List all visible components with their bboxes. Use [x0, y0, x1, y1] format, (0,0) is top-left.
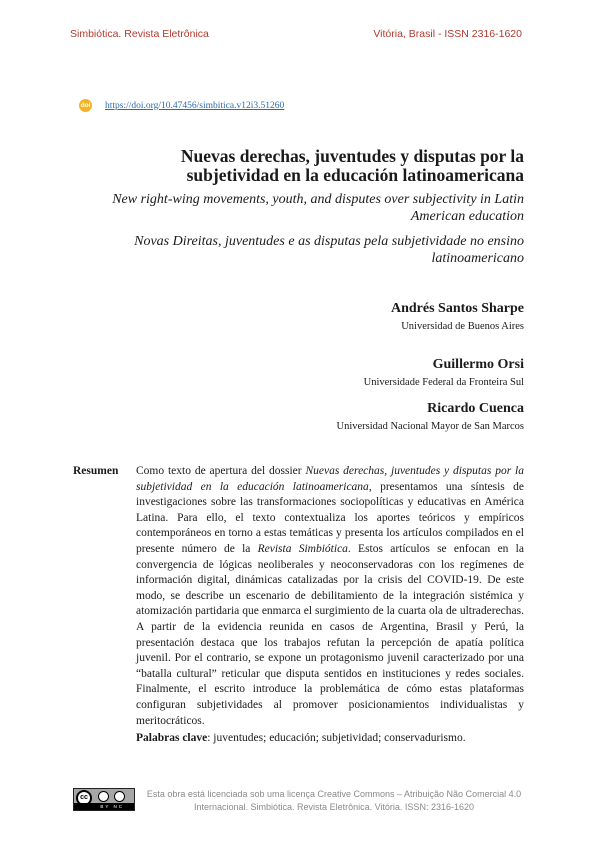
- author-block: [364, 357, 524, 388]
- author-block: [337, 401, 525, 432]
- doi-link[interactable]: https://doi.org/10.47456/simbitica.v12i3.51260: [105, 100, 285, 111]
- abstract-rest: . Estos artículos se enfocan en la convergencia de lógicas neoliberales y neoconservadoras con los regímenes de información digital, dinámicas catalizadas por la crisis del COVID-19. De este modo, se describe un escenario de debilitamiento de la integración sistémica y atomización partidaria que enmarca el surgimiento de la cuarta ola de ultraderechas. A partir de la evidencia reunida en casos de Argentina, Brasil y Perú, la presentación destaca que los trabajos refutan la percepción de apatía política juvenil. Por el contrario, se expone un protagonismo juvenil caracterizado por una “batalla cultural” reticular que disputa sentidos en instituciones y redes sociales. Finalmente, el escrito introduce la problemática de cómo estas plataformas configuran subjetividades al promover posicionamientos individualistas y meritocráticos.: [136, 542, 524, 727]
- abstract-body: [136, 464, 524, 747]
- article-title-portuguese: Novas Direitas, juventudes e as disputas pela subjetividade no ensino latinoamericano: [134, 234, 524, 266]
- doi-icon: doi: [79, 99, 92, 112]
- cc-symbol: cc: [76, 790, 92, 806]
- abstract-text: [136, 464, 524, 729]
- creative-commons-icon[interactable]: [73, 788, 135, 811]
- doi-row: [79, 99, 284, 112]
- non-commercial-icon: [114, 791, 125, 802]
- author-affiliation: Universidade Federal da Fronteira Sul: [363, 377, 524, 388]
- location-issn-header: Vitória, Brasil - ISSN 2316-1620: [373, 28, 522, 40]
- journal-name-header: Simbiótica. Revista Eletrônica: [70, 28, 209, 40]
- article-title-spanish: Nuevas derechas, juventudes y disputas por la subjetividad en la educación latinoamericana: [180, 146, 524, 185]
- attribution-icon: [98, 791, 109, 802]
- keywords-list: : juventudes; educación; subjetividad; conservadurismo.: [207, 732, 466, 745]
- journal-name-inline: Revista Simbiótica: [257, 542, 348, 555]
- author-name: Andrés Santos Sharpe: [390, 301, 524, 316]
- keywords-label: Palabras clave: [136, 732, 208, 745]
- abstract-intro: Como texto de apertura del dossier: [136, 465, 306, 477]
- author-affiliation: Universidad de Buenos Aires: [401, 321, 524, 332]
- abstract-label: Resumen: [73, 465, 119, 477]
- author-block: [391, 301, 524, 332]
- article-title-english: New right-wing movements, youth, and disputes over subjectivity in Latin American education: [112, 192, 524, 224]
- author-name: Ricardo Cuenca: [427, 401, 524, 416]
- author-affiliation: Universidad Nacional Mayor de San Marcos: [336, 421, 524, 432]
- abstract-mid: , presentamos una síntesis de investigaciones sobre las transformaciones sociopolíticas y educativas en América Latina. Para ello, el texto contextualiza los aportes teóricos y empíricos contemporáneos en torno a estas temáticas y presenta los artículos compilados en el presente número de la: [136, 480, 525, 555]
- dossier-title: Nuevas derechas, juventudes y disputas por la subjetividad en la educación latinoamericana: [136, 465, 524, 493]
- license-footer: [73, 788, 525, 818]
- cc-terms: BY NC: [74, 803, 134, 810]
- license-text: Esta obra está licenciada sob uma licença Creative Commons – Atribuição Não Comercial 4.0 Internacional. Simbiótica. Revista Eletrônica. Vitória. ISSN: 2316-1620: [146, 789, 522, 812]
- author-name: Guillermo Orsi: [432, 357, 524, 372]
- keywords: [136, 731, 524, 747]
